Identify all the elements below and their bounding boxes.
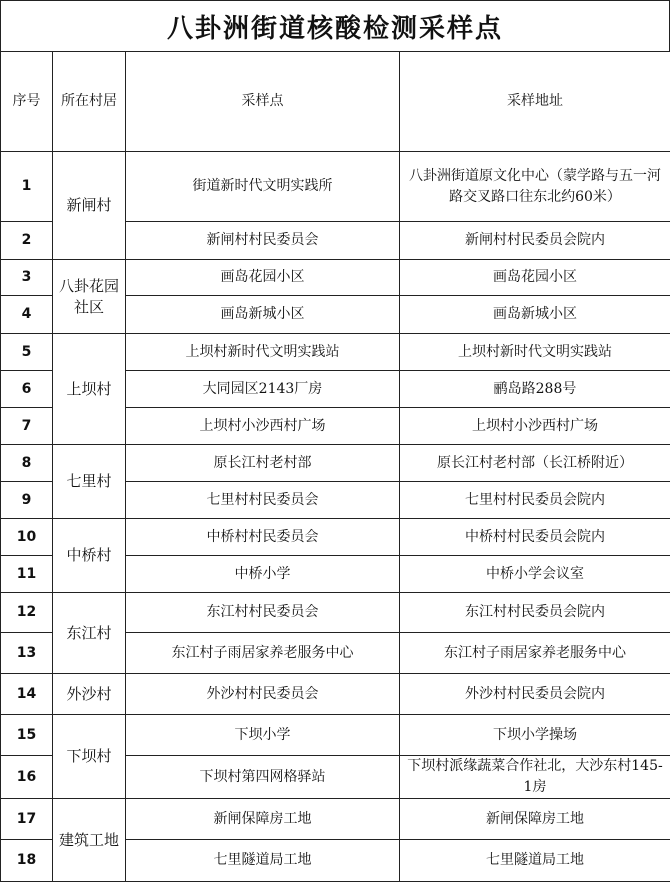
site-cell: 原长江村老村部	[126, 445, 400, 482]
site-cell: 画岛新城小区	[126, 296, 400, 334]
row-no: 1	[1, 152, 53, 222]
header-site: 采样点	[126, 52, 400, 152]
sampling-sites-table	[0, 51, 670, 882]
page-title: 八卦洲街道核酸检测采样点	[0, 0, 670, 52]
row-no: 4	[1, 296, 53, 334]
site-cell: 上坝村新时代文明实践站	[126, 334, 400, 371]
site-cell: 七里村村民委员会	[126, 482, 400, 519]
row-no: 14	[1, 674, 53, 715]
site-cell: 外沙村村民委员会	[126, 674, 400, 715]
site-cell: 画岛花园小区	[126, 260, 400, 296]
address-cell: 中桥村村民委员会院内	[400, 519, 670, 556]
row-no: 11	[1, 556, 53, 593]
site-cell: 东江村子雨居家养老服务中心	[126, 633, 400, 674]
site-cell: 新闸保障房工地	[126, 799, 400, 840]
address-cell: 新闸村村民委员会院内	[400, 222, 670, 260]
address-cell: 中桥小学会议室	[400, 556, 670, 593]
village-cell: 上坝村	[53, 334, 126, 445]
table-row	[1, 519, 670, 556]
address-cell: 新闸保障房工地	[400, 799, 670, 840]
row-no: 9	[1, 482, 53, 519]
address-cell: 东江村子雨居家养老服务中心	[400, 633, 670, 674]
row-no: 8	[1, 445, 53, 482]
address-cell: 上坝村小沙西村广场	[400, 408, 670, 445]
row-no: 3	[1, 260, 53, 296]
address-cell: 鹂岛路288号	[400, 371, 670, 408]
site-cell: 中桥村村民委员会	[126, 519, 400, 556]
row-no: 10	[1, 519, 53, 556]
address-cell: 下坝村派缘蔬菜合作社北，大沙东村145-1房	[400, 756, 670, 799]
address-cell: 七里村村民委员会院内	[400, 482, 670, 519]
table-row	[1, 152, 670, 222]
site-cell: 新闸村村民委员会	[126, 222, 400, 260]
row-no: 16	[1, 756, 53, 799]
table-row	[1, 445, 670, 482]
table-row	[1, 674, 670, 715]
table-row	[1, 260, 670, 296]
address-cell: 外沙村村民委员会院内	[400, 674, 670, 715]
village-cell: 建筑工地	[53, 799, 126, 882]
address-cell: 七里隧道局工地	[400, 840, 670, 882]
table-row	[1, 715, 670, 756]
address-cell: 上坝村新时代文明实践站	[400, 334, 670, 371]
row-no: 7	[1, 408, 53, 445]
row-no: 6	[1, 371, 53, 408]
address-cell: 八卦洲街道原文化中心（蒙学路与五一河路交叉路口往东北约60米）	[400, 152, 670, 222]
address-cell: 画岛新城小区	[400, 296, 670, 334]
village-cell: 东江村	[53, 593, 126, 674]
address-cell: 原长江村老村部（长江桥附近）	[400, 445, 670, 482]
site-cell: 上坝村小沙西村广场	[126, 408, 400, 445]
table-row	[1, 593, 670, 633]
village-cell: 中桥村	[53, 519, 126, 593]
row-no: 2	[1, 222, 53, 260]
header-address: 采样地址	[400, 52, 670, 152]
table-row	[1, 334, 670, 371]
address-cell: 画岛花园小区	[400, 260, 670, 296]
village-cell: 下坝村	[53, 715, 126, 799]
village-cell: 七里村	[53, 445, 126, 519]
row-no: 12	[1, 593, 53, 633]
site-cell: 下坝村第四网格驿站	[126, 756, 400, 799]
site-cell: 大同园区2143厂房	[126, 371, 400, 408]
village-cell: 新闸村	[53, 152, 126, 260]
address-cell: 下坝小学操场	[400, 715, 670, 756]
site-cell: 中桥小学	[126, 556, 400, 593]
row-no: 17	[1, 799, 53, 840]
row-no: 13	[1, 633, 53, 674]
table-row	[1, 799, 670, 840]
header-village: 所在村居	[53, 52, 126, 152]
village-cell: 外沙村	[53, 674, 126, 715]
site-cell: 东江村村民委员会	[126, 593, 400, 633]
row-no: 18	[1, 840, 53, 882]
address-cell: 东江村村民委员会院内	[400, 593, 670, 633]
village-cell: 八卦花园社区	[53, 260, 126, 334]
site-cell: 街道新时代文明实践所	[126, 152, 400, 222]
header-no: 序号	[1, 52, 53, 152]
table-header-row	[1, 52, 670, 152]
site-cell: 下坝小学	[126, 715, 400, 756]
row-no: 5	[1, 334, 53, 371]
row-no: 15	[1, 715, 53, 756]
site-cell: 七里隧道局工地	[126, 840, 400, 882]
